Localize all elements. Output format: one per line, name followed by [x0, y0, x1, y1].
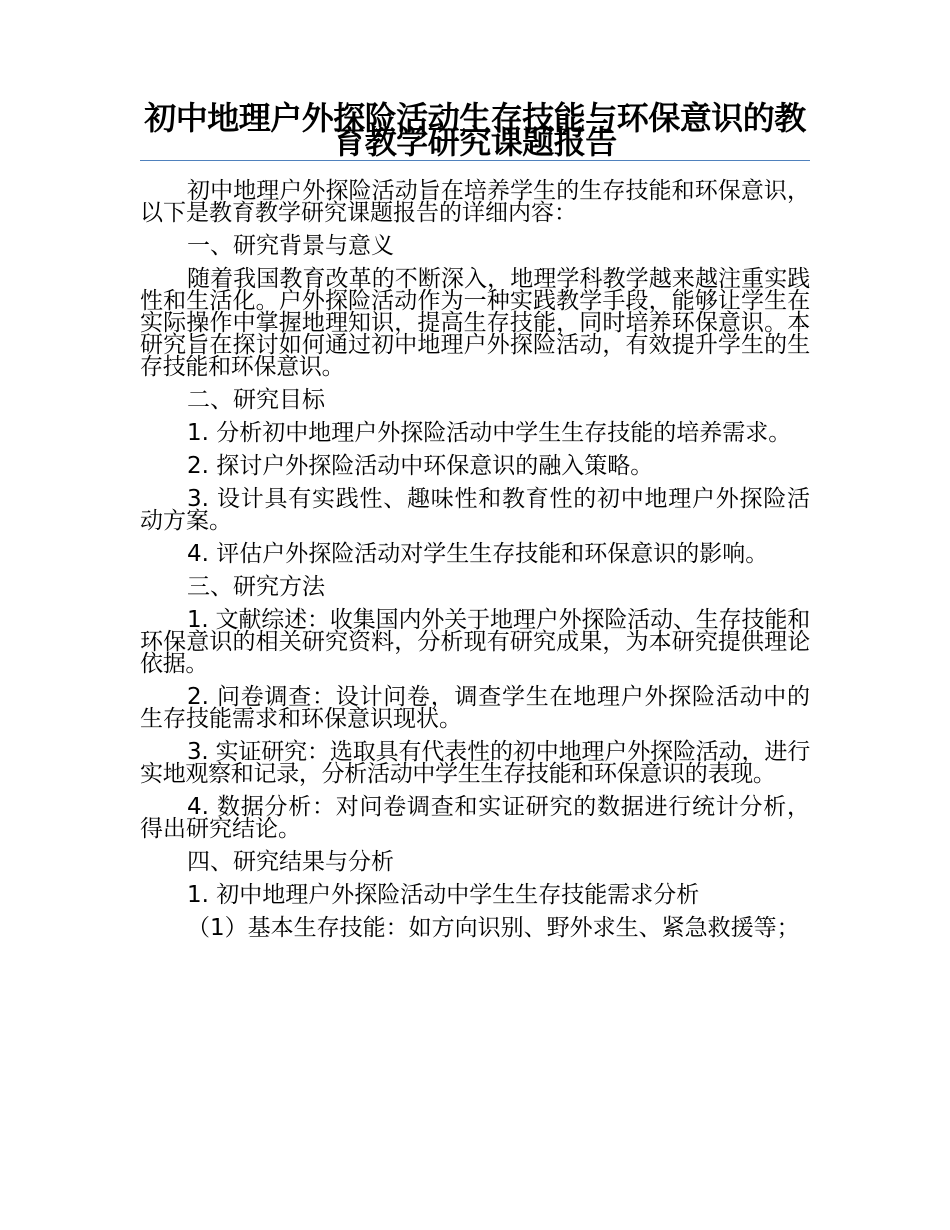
document-title: 初中地理户外探险活动生存技能与环保意识的教育教学研究课题报告	[144, 99, 806, 161]
method-item: 4. 数据分析：对问卷调查和实证研究的数据进行统计分析，得出研究结论。	[140, 794, 810, 842]
goal-item: 3. 设计具有实践性、趣味性和教育性的初中地理户外探险活动方案。	[140, 486, 810, 534]
goal-item: 2. 探讨户外探险活动中环保意识的融入策略。	[187, 453, 654, 479]
section-heading-results: 四、研究结果与分析	[187, 849, 394, 875]
goal-item: 1. 分析初中地理户外探险活动中学生生存技能的培养需求。	[187, 420, 792, 446]
section-heading-methods: 三、研究方法	[187, 574, 325, 600]
goal-item: 4. 评估户外探险活动对学生生存技能和环保意识的影响。	[187, 541, 769, 567]
method-item: 2. 问卷调查：设计问卷，调查学生在地理户外探险活动中的生存技能需求和环保意识现状。	[140, 684, 810, 732]
method-item: 1. 文献综述：收集国内外关于地理户外探险活动、生存技能和环保意识的相关研究资料，分析现有研究成果，为本研究提供理论依据。	[140, 607, 810, 677]
title-underline	[140, 160, 810, 161]
document-body	[140, 180, 810, 950]
results-list-item: （1）基本生存技能：如方向识别、野外求生、紧急救援等；	[187, 915, 800, 941]
results-subheading: 1. 初中地理户外探险活动中学生生存技能需求分析	[187, 882, 700, 908]
background-paragraph: 随着我国教育改革的不断深入，地理学科教学越来越注重实践性和生活化。户外探险活动作为一种实践教学手段，能够让学生在实际操作中掌握地理知识，提高生存技能，同时培养环保意识。本研究旨在探讨如何通过初中地理户外探险活动，有效提升学生的生存技能和环保意识。	[140, 266, 810, 380]
section-heading-goals: 二、研究目标	[187, 387, 325, 413]
section-heading-background: 一、研究背景与意义	[187, 233, 394, 259]
intro-paragraph: 初中地理户外探险活动旨在培养学生的生存技能和环保意识，以下是教育教学研究课题报告的详细内容：	[140, 178, 810, 226]
method-item: 3. 实证研究：选取具有代表性的初中地理户外探险活动，进行实地观察和记录，分析活动中学生生存技能和环保意识的表现。	[140, 739, 810, 787]
